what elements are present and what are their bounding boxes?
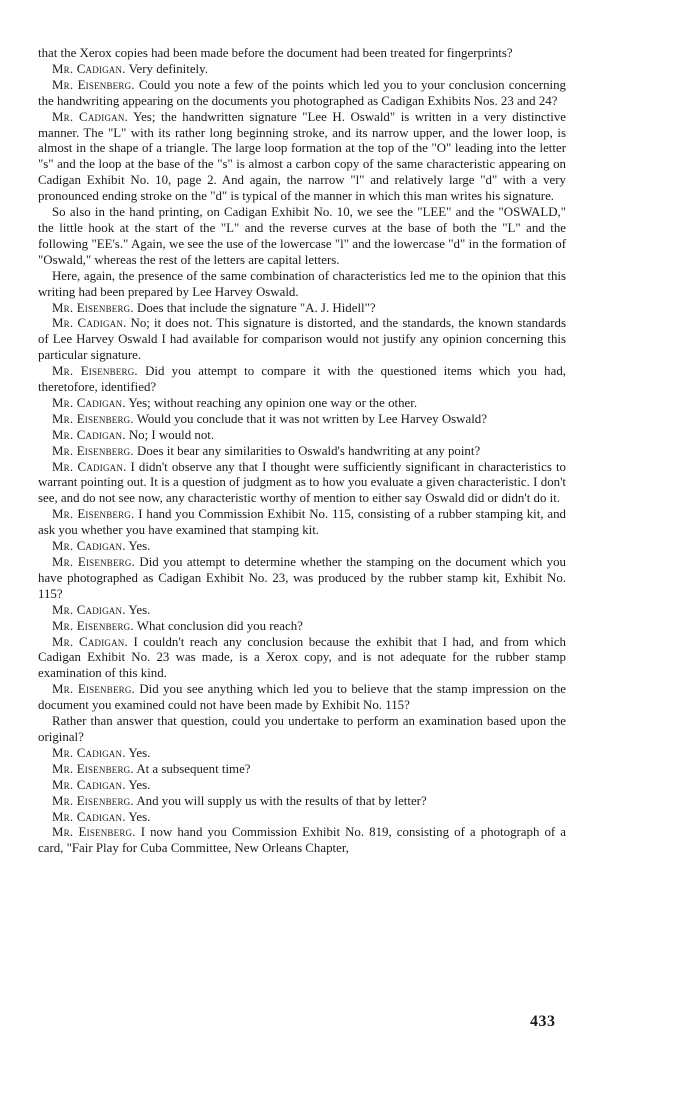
speaker-name: Mr. Eisenberg. (52, 443, 134, 458)
paragraph: Mr. Cadigan. Yes. (52, 777, 151, 792)
speaker-name: Mr. Cadigan. (52, 602, 126, 617)
paragraph: Mr. Cadigan. Yes. (52, 809, 151, 824)
paragraph: Mr. Eisenberg. What conclusion did you reach? (52, 618, 303, 633)
paragraph: Mr. Cadigan. I couldn't reach any conclusion because the exhibit that I had, and from which Cadigan Exhibit No. 23 was made, is a Xerox copy, and is not adequate for the rubber stamp examination of this kind. (38, 634, 566, 681)
paragraph: Mr. Eisenberg. Could you note a few of the points which led you to your conclusion concerning the handwriting appearing on the documents you photographed as Cadigan Exhibits Nos. 23 and 24? (38, 77, 566, 108)
speaker-name: Mr. Eisenberg. (52, 618, 134, 633)
speaker-name: Mr. Eisenberg. (52, 507, 135, 522)
paragraph: Mr. Cadigan. Yes. (52, 602, 151, 617)
paragraph: Rather than answer that question, could you undertake to perform an examination based upon the original? (38, 714, 566, 744)
paragraph: that the Xerox copies had been made before the document had been treated for fingerprints? (38, 46, 513, 60)
speaker-name: Mr. Eisenberg. (52, 364, 138, 379)
speaker-name: Mr. Eisenberg. (52, 793, 134, 808)
speaker-name: Mr. Eisenberg. (52, 300, 134, 315)
paragraph: Mr. Cadigan. Yes; the handwritten signature "Lee H. Oswald" is written in a very distinctive manner. The "L" with its rather long beginning stroke, and its narrow upper, and the lower loop, is almost in the shape of a triangle. The large loop formation at the top of the "O" leading into the letter "s" and the loop at the base of the "s" is almost a carbon copy of the same characteristic appearing on Cadigan Exhibit No. 10, page 2. And again, the narrow "l" and relatively large "d" with a very pronounced ending stroke on the "d" is typical of the manner in which this man writes his signature. (38, 109, 566, 204)
paragraph: Mr. Eisenberg. At a subsequent time? (52, 761, 251, 776)
speaker-name: Mr. Cadigan. (52, 395, 126, 410)
speaker-name: Mr. Cadigan. (52, 427, 126, 442)
speaker-name: Mr. Cadigan. (52, 61, 126, 76)
speaker-name: Mr. Cadigan. (52, 809, 126, 824)
speaker-name: Mr. Eisenberg. (52, 761, 134, 776)
transcript-body (38, 46, 566, 857)
speaker-name: Mr. Cadigan. (52, 634, 128, 649)
paragraph: Mr. Cadigan. Yes. (52, 745, 151, 760)
paragraph: Mr. Cadigan. Yes. (52, 539, 151, 554)
speaker-name: Mr. Eisenberg. (52, 77, 135, 92)
paragraph: Mr. Cadigan. Very definitely. (52, 61, 208, 76)
speaker-name: Mr. Cadigan. (52, 109, 128, 124)
paragraph: Mr. Cadigan. Yes; without reaching any opinion one way or the other. (52, 395, 418, 410)
speaker-name: Mr. Eisenberg. (52, 555, 135, 569)
paragraph: Mr. Eisenberg. Did you see anything which led you to believe that the stamp impression on the document you examined could not have been made by Exhibit No. 115? (38, 682, 566, 713)
paragraph: So also in the hand printing, on Cadigan Exhibit No. 10, we see the "LEE" and the "OSWALD," the little hook at the start of the "L" and the reverse curves at the base of both the "L" and the following "EE's." Again, we see the use of the lowercase "l" and the lowercase "d" in the formation of "Oswald," whereas the rest of the letters are capital letters. (38, 205, 566, 267)
speaker-name: Mr. Cadigan. (52, 316, 127, 331)
paragraph: Mr. Eisenberg. I now hand you Commission Exhibit No. 819, consisting of a photograph of a card, "Fair Play for Cuba Committee, New Orleans Chapter, (38, 825, 566, 856)
paragraph: Mr. Eisenberg. I hand you Commission Exhibit No. 115, consisting of a rubber stamping kit, and ask you whether you have examined that stamping kit. (38, 507, 566, 538)
paragraph: Mr. Eisenberg. Does that include the signature "A. J. Hidell"? (52, 300, 376, 315)
speaker-name: Mr. Cadigan. (52, 745, 126, 760)
paragraph: Mr. Eisenberg. Did you attempt to determine whether the stamping on the document which you have photographed as Cadigan Exhibit No. 23, was produced by the rubber stamp kit, Exhibit No. 115? (38, 555, 566, 601)
page-number: 433 (530, 1013, 556, 1030)
paragraph: Here, again, the presence of the same combination of characteristics led me to the opinion that this writing had been prepared by Lee Harvey Oswald. (38, 268, 566, 299)
speaker-name: Mr. Eisenberg. (52, 825, 136, 840)
speaker-name: Mr. Cadigan. (52, 459, 127, 474)
speaker-name: Mr. Eisenberg. (52, 411, 134, 426)
paragraph: Mr. Cadigan. No; it does not. This signature is distorted, and the standards, the known standards of Lee Harvey Oswald I had available for comparison would not justify any opinion concerning this particular signature. (38, 316, 566, 363)
paragraph: Mr. Eisenberg. Did you attempt to compare it with the questioned items which you had, theretofore, identified? (38, 364, 567, 395)
paragraph: Mr. Eisenberg. Does it bear any similarities to Oswald's handwriting at any point? (52, 443, 481, 458)
speaker-name: Mr. Cadigan. (52, 539, 126, 554)
speaker-name: Mr. Cadigan. (52, 777, 126, 792)
paragraph: Mr. Cadigan. I didn't observe any that I thought were sufficiently significant in characteristics to warrant pointing out. It is a question of judgment as to how you evaluate a given characteristic. I don't see, and do not see now, any characteristic worthy of mention to either say Oswald did or didn't do it. (38, 459, 566, 506)
paragraph: Mr. Eisenberg. Would you conclude that it was not written by Lee Harvey Oswald? (52, 411, 487, 426)
speaker-name: Mr. Eisenberg. (52, 682, 135, 697)
paragraph: Mr. Eisenberg. And you will supply us with the results of that by letter? (52, 793, 427, 808)
paragraph: Mr. Cadigan. No; I would not. (52, 427, 215, 442)
